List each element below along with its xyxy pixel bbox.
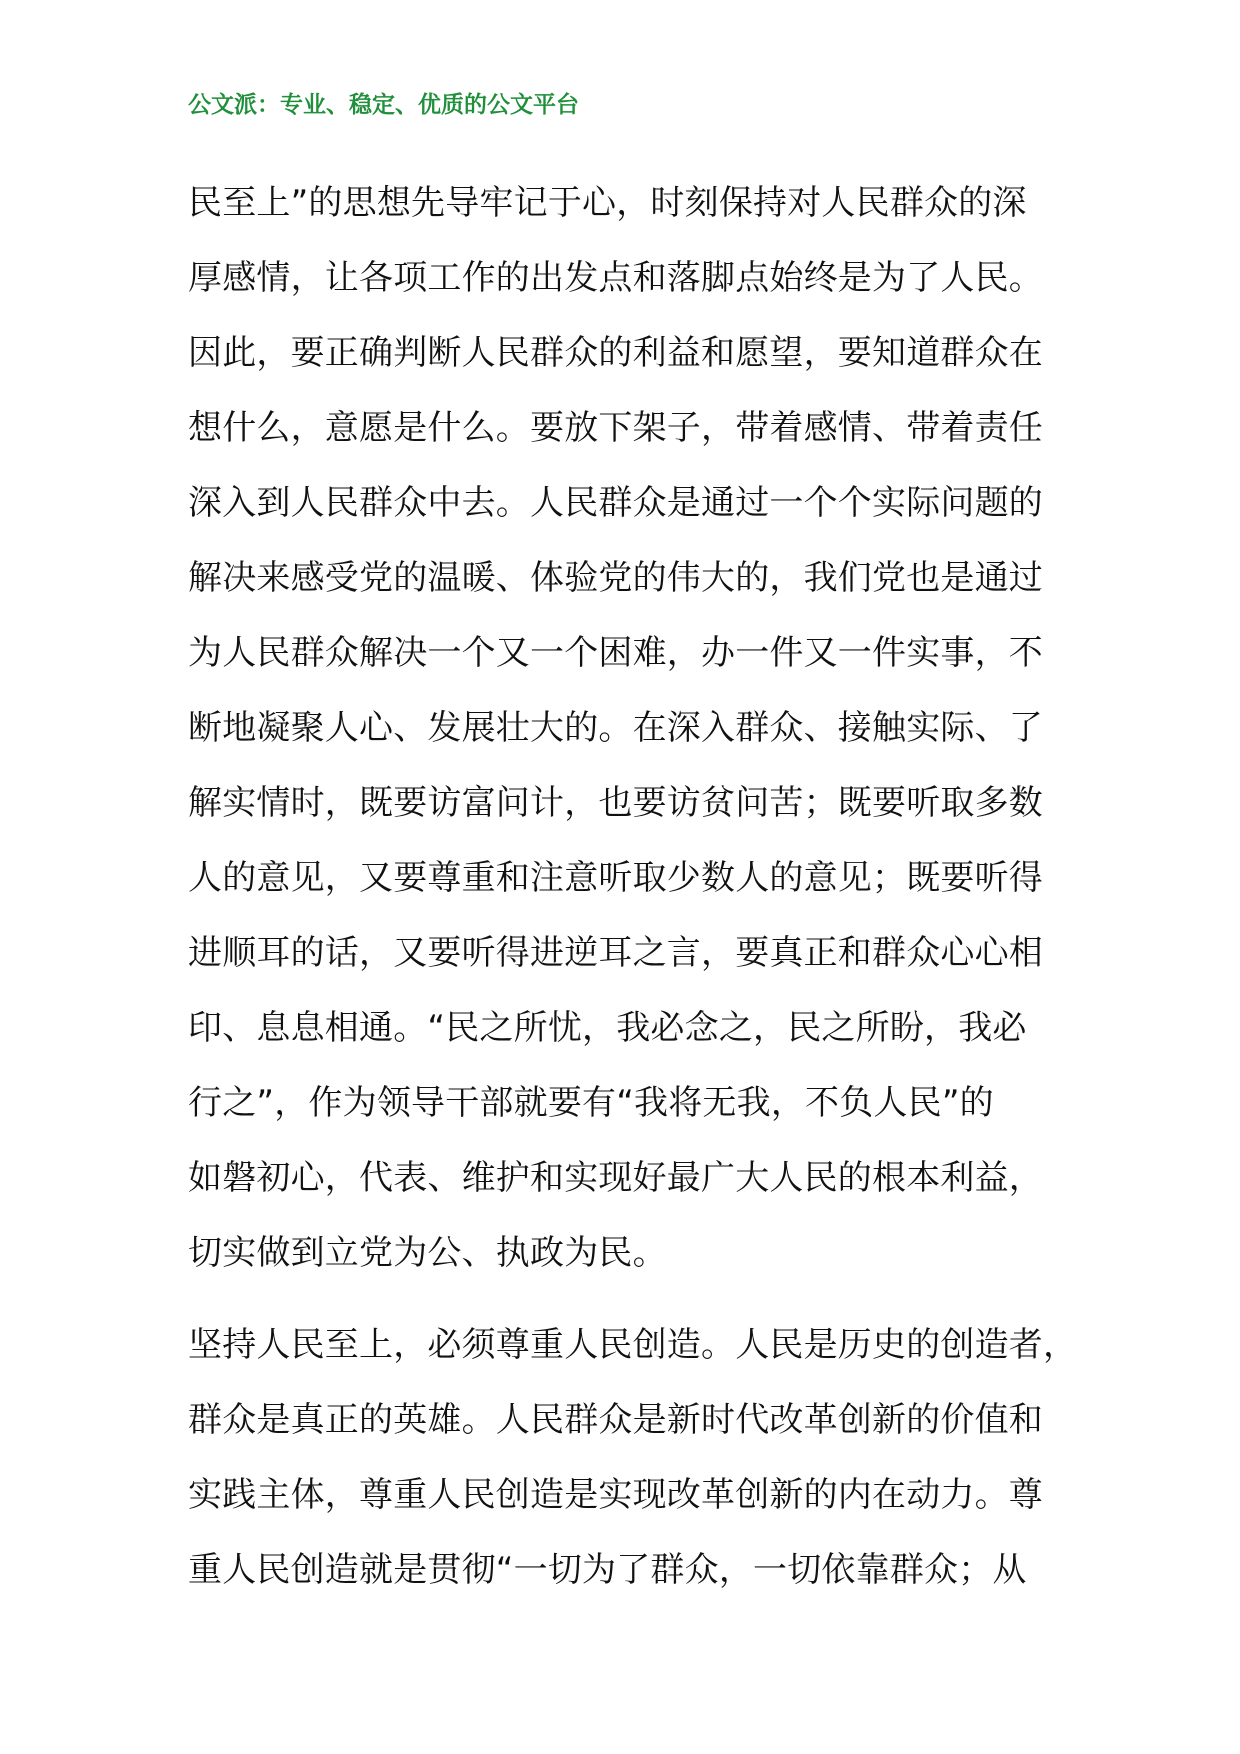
- text-line: 解实情时，既要访富问计，也要访贫问苦；既要听取多数: [188, 783, 1043, 823]
- text-line: 行之”，作为领导干部就要有“我将无我，不负人民”的: [188, 1083, 994, 1123]
- text-line: 重人民创造就是贯彻“一切为了群众，一切依靠群众；从: [188, 1550, 1027, 1590]
- body-text: [188, 166, 1088, 1608]
- header-title: 公文派：专业、稳定、优质的公文平台: [188, 91, 579, 118]
- paragraph-1: [188, 166, 1088, 1291]
- text-line: 实践主体，尊重人民创造是实现改革创新的内在动力。尊: [188, 1475, 1043, 1515]
- text-line: 如磐初心，代表、维护和实现好最广大人民的根本利益，: [188, 1158, 1043, 1198]
- text-line: 印、息息相通。“民之所忧，我必念之，民之所盼，我必: [188, 1008, 1027, 1048]
- text-line: 为人民群众解决一个又一个困难，办一件又一件实事，不: [188, 633, 1043, 673]
- text-line: 因此，要正确判断人民群众的利益和愿望，要知道群众在: [188, 333, 1043, 373]
- text-line: 坚持人民至上，必须尊重人民创造。人民是历史的创造者，: [188, 1325, 1078, 1365]
- text-line: 想什么，意愿是什么。要放下架子，带着感情、带着责任: [188, 408, 1043, 448]
- text-line: 切实做到立党为公、执政为民。: [188, 1233, 667, 1273]
- paragraph-spacer: [188, 1291, 1088, 1308]
- text-line: 解决来感受党的温暖、体验党的伟大的，我们党也是通过: [188, 558, 1043, 598]
- text-line: 深入到人民群众中去。人民群众是通过一个个实际问题的: [188, 483, 1043, 523]
- text-line: 厚感情，让各项工作的出发点和落脚点始终是为了人民。: [188, 258, 1043, 298]
- paragraph-2: [188, 1308, 1088, 1608]
- text-line: 断地凝聚人心、发展壮大的。在深入群众、接触实际、了: [188, 708, 1043, 748]
- text-line: 进顺耳的话，又要听得进逆耳之言，要真正和群众心心相: [188, 933, 1043, 973]
- text-line: 民至上”的思想先导牢记于心，时刻保持对人民群众的深: [188, 183, 1027, 223]
- text-line: 群众是真正的英雄。人民群众是新时代改革创新的价值和: [188, 1400, 1043, 1440]
- text-line: 人的意见，又要尊重和注意听取少数人的意见；既要听得: [188, 858, 1043, 898]
